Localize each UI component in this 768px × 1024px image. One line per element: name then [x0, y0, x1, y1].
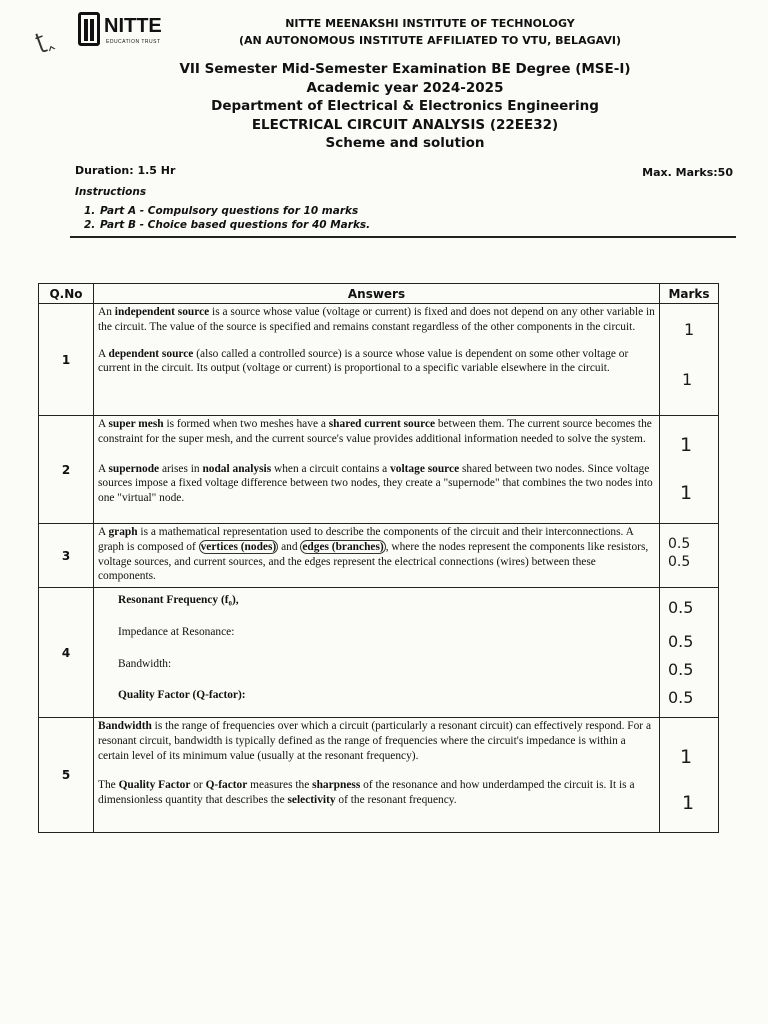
- institute-header: [180, 15, 680, 49]
- logo-emblem-icon: [78, 12, 100, 46]
- answer-paragraph: Bandwidth is the range of frequencies over which a circuit (particularly a resonant circuit) can effectively respond. For a resonant circuit, bandwidth is typically defined as the range of frequencies where the circuit's impedance is within a certain level of its minimum value (usually at the resonant frequency).: [98, 720, 652, 762]
- column-header-qno: Q.No: [39, 284, 94, 304]
- instruction-item: 2. Part B - Choice based questions for 40 Marks.: [84, 219, 371, 231]
- answer-cell: [94, 524, 660, 588]
- exam-titles: [140, 60, 670, 153]
- column-header-answers: Answers: [94, 284, 660, 304]
- instructions-list: [84, 204, 370, 232]
- answer-cell: [94, 588, 660, 718]
- table-row: [39, 304, 719, 416]
- question-number: 1: [39, 304, 94, 416]
- institute-name: NITTE MEENAKSHI INSTITUTE OF TECHNOLOGY: [285, 17, 575, 30]
- answer-paragraph: A dependent source (also called a controlled source) is a source whose value is dependent on some other voltage or current in the circuit. Its output (voltage or current) is proportional to a specific variable elsewhere in the circuit.: [98, 347, 629, 375]
- nitte-logo: [78, 10, 170, 50]
- max-marks: Max. Marks:50: [642, 166, 733, 179]
- handwritten-mark: 1: [680, 746, 693, 768]
- circled-term: vertices (nodes): [200, 540, 277, 553]
- handwritten-mark: 1: [680, 482, 693, 504]
- answer-item: Quality Factor (Q-factor):: [118, 689, 246, 702]
- table-row: [39, 588, 719, 718]
- table-row: [39, 524, 719, 588]
- question-number: 3: [39, 524, 94, 588]
- instruction-item: 1. Part A - Compulsory questions for 10 marks: [84, 205, 359, 217]
- handwritten-mark: 1: [684, 320, 695, 339]
- institute-affiliation: (AN AUTONOMOUS INSTITUTE AFFILIATED TO VTU, BELAGAVI): [238, 34, 622, 47]
- handwritten-mark: 1: [682, 370, 693, 389]
- handwritten-mark: 0.5: [668, 660, 694, 679]
- course-title: ELECTRICAL CIRCUIT ANALYSIS (22EE32): [251, 116, 559, 133]
- handwritten-mark: 0.5: [668, 554, 691, 570]
- answer-paragraph: A supernode arises in nodal analysis when a circuit contains a voltage source shared between two nodes. Since voltage sources impose a fixed voltage difference between two nodes, they create a "supernode" that combines the two nodes into one "virtual" node.: [98, 462, 653, 505]
- marks-cell: [660, 588, 719, 718]
- answer-paragraph: The Quality Factor or Q-factor measures the sharpness of the resonance and how underdamped the circuit is. It is a dimensionless quantity that describes the selectivity of the resonant frequency.: [98, 779, 635, 807]
- question-number: 4: [39, 588, 94, 718]
- handwritten-mark: 1: [682, 792, 695, 814]
- answer-cell: [94, 416, 660, 524]
- answer-paragraph: A super mesh is formed when two meshes have a shared current source between them. The current source becomes the constraint for the super mesh, and the current source's value provides additional information needed to solve the system.: [98, 418, 652, 445]
- answer-paragraph: A graph is a mathematical representation used to describe the components of the circuit and their interconnections. A graph is composed of vertices (nodes) and edges (branches) , where the nodes represent the components like resistors, voltage sources, and current sources, and the edges represent the electrical connections (wires) between these components.: [98, 526, 649, 583]
- table-header-row: [39, 284, 719, 304]
- table-row: [39, 718, 719, 833]
- answer-paragraph: An independent source is a source whose value (voltage or current) is fixed and does not depend on any other variable in the circuit. The value of the source is specified and remains constant regardless of the other components in the circuit.: [98, 306, 655, 333]
- answer-cell: [94, 718, 660, 833]
- answer-item: Resonant Frequency (f₀),: [118, 594, 239, 606]
- document-type: Scheme and solution: [325, 135, 485, 151]
- answer-item: Impedance at Resonance:: [118, 625, 235, 638]
- marks-cell: [660, 524, 719, 588]
- marks-cell: [660, 718, 719, 833]
- question-number: 5: [39, 718, 94, 833]
- table-row: [39, 416, 719, 524]
- logo-subtext: EDUCATION TRUST: [106, 39, 161, 45]
- pen-mark: ʈ‸: [32, 26, 56, 55]
- handwritten-mark: 1: [680, 434, 693, 456]
- exam-name: VII Semester Mid-Semester Examination BE Degree (MSE-I): [179, 61, 631, 77]
- duration: Duration: 1.5 Hr: [75, 164, 176, 177]
- academic-year: Academic year 2024-2025: [306, 79, 504, 96]
- marks-cell: [660, 304, 719, 416]
- question-number: 2: [39, 416, 94, 524]
- handwritten-mark: 0.5: [668, 688, 694, 707]
- answer-item: Bandwidth:: [118, 657, 172, 670]
- marks-cell: [660, 416, 719, 524]
- handwritten-mark: 0.5: [668, 536, 691, 552]
- instructions-heading: Instructions: [75, 186, 147, 198]
- header-divider: [70, 236, 736, 238]
- circled-term: edges (branches): [302, 540, 384, 553]
- answer-table: [38, 283, 719, 833]
- logo-text: NITTE: [104, 15, 162, 37]
- handwritten-mark: 0.5: [668, 598, 694, 617]
- department: Department of Electrical & Electronics Engineering: [211, 98, 599, 114]
- handwritten-mark: 0.5: [668, 632, 694, 651]
- answer-cell: [94, 304, 660, 416]
- column-header-marks: Marks: [660, 284, 719, 304]
